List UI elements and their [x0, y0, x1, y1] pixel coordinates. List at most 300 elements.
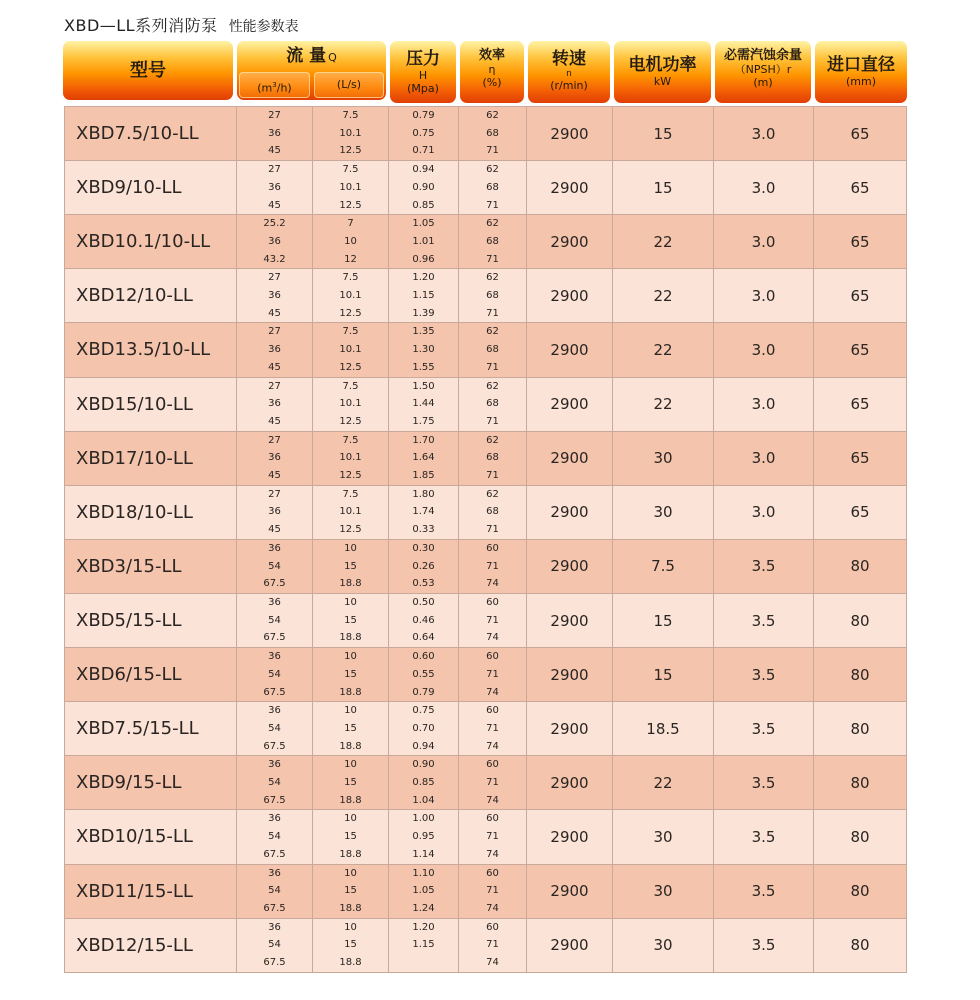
cell-npsh: 3.0 — [714, 215, 814, 269]
cell-flow-ls-value: 15 — [344, 560, 357, 572]
cell-flow-m3h-value: 67.5 — [263, 740, 286, 752]
cell-efficiency-value: 71 — [486, 777, 499, 789]
cell-flow-ls-value: 10 — [344, 596, 357, 608]
cell-speed: 2900 — [527, 539, 613, 593]
cell-pressure-value: 1.20 — [412, 921, 435, 933]
table-row — [65, 756, 907, 810]
cell-flow-ls — [313, 702, 389, 756]
cell-power: 15 — [613, 648, 714, 702]
cell-power: 30 — [613, 485, 714, 539]
cell-power: 22 — [613, 323, 714, 377]
cell-pressure — [389, 431, 459, 485]
cell-flow-m3h — [237, 377, 313, 431]
cell-pressure — [389, 593, 459, 647]
cell-npsh: 3.0 — [714, 323, 814, 377]
cell-flow-m3h-value: 36 — [268, 181, 281, 193]
cell-efficiency — [459, 648, 527, 702]
cell-pressure-value: 1.05 — [412, 218, 435, 230]
header-flow-label — [237, 43, 386, 71]
cell-npsh: 3.5 — [714, 593, 814, 647]
cell-efficiency-value: 74 — [486, 740, 499, 752]
cell-flow-m3h — [237, 485, 313, 539]
cell-flow-ls — [313, 215, 389, 269]
cell-flow-ls-value: 12.5 — [339, 470, 362, 482]
cell-pressure-value: 0.90 — [412, 759, 435, 771]
cell-flow-ls-value: 12.5 — [339, 199, 362, 211]
cell-flow-m3h — [237, 648, 313, 702]
cell-flow-m3h-value: 45 — [268, 415, 281, 427]
table-row — [65, 431, 907, 485]
cell-flow-m3h-value: 45 — [268, 361, 281, 373]
cell-efficiency-value: 60 — [486, 759, 499, 771]
cell-pressure-value: 1.74 — [412, 506, 435, 518]
header-efficiency-unit: (%) — [482, 76, 502, 89]
cell-efficiency-value: 71 — [486, 939, 499, 951]
cell-inlet: 80 — [814, 756, 907, 810]
cell-flow-m3h-value: 45 — [268, 470, 281, 482]
cell-efficiency-value: 71 — [486, 885, 499, 897]
cell-pressure-value: 1.15 — [412, 290, 435, 302]
cell-speed: 2900 — [527, 323, 613, 377]
cell-power: 30 — [613, 864, 714, 918]
cell-flow-m3h-value: 36 — [268, 235, 281, 247]
cell-inlet: 80 — [814, 593, 907, 647]
cell-power: 15 — [613, 593, 714, 647]
cell-pressure-value: 1.64 — [412, 452, 435, 464]
cell-efficiency-value: 60 — [486, 596, 499, 608]
cell-pressure — [389, 756, 459, 810]
header-npsh-unit: (m) — [753, 76, 773, 89]
cell-pressure — [389, 810, 459, 864]
cell-flow-ls-value: 18.8 — [339, 957, 362, 969]
cell-pressure-value: 0.55 — [412, 668, 435, 680]
cell-efficiency-value: 62 — [486, 434, 499, 446]
cell-model: XBD9/15-LL — [65, 756, 237, 810]
cell-npsh: 3.5 — [714, 756, 814, 810]
cell-pressure — [389, 377, 459, 431]
header-speed-symbol: n — [566, 69, 572, 79]
page-title — [64, 14, 299, 38]
cell-flow-ls — [313, 810, 389, 864]
cell-pressure-value: 0.30 — [412, 542, 435, 554]
cell-flow-ls-value: 18.8 — [339, 578, 362, 590]
cell-inlet: 65 — [814, 107, 907, 161]
cell-flow-m3h-value: 36 — [268, 344, 281, 356]
cell-efficiency-value: 74 — [486, 957, 499, 969]
cell-efficiency-value: 62 — [486, 164, 499, 176]
cell-npsh: 3.5 — [714, 539, 814, 593]
cell-inlet: 65 — [814, 323, 907, 377]
cell-flow-ls-value: 15 — [344, 614, 357, 626]
cell-flow-m3h-value: 36 — [268, 867, 281, 879]
table-header — [63, 41, 907, 102]
table-row — [65, 485, 907, 539]
header-efficiency-symbol: η — [488, 63, 496, 76]
cell-pressure-value: 0.85 — [412, 199, 435, 211]
cell-flow-m3h-value: 25.2 — [263, 218, 286, 230]
cell-efficiency-value: 62 — [486, 326, 499, 338]
table-row — [65, 377, 907, 431]
cell-pressure-value: 0.90 — [412, 181, 435, 193]
cell-model: XBD17/10-LL — [65, 431, 237, 485]
cell-flow-m3h-value: 67.5 — [263, 794, 286, 806]
flow-unit-m3h-pre: (m — [257, 81, 273, 95]
cell-model: XBD11/15-LL — [65, 864, 237, 918]
table-body — [65, 107, 907, 973]
cell-pressure-value: 1.01 — [412, 235, 435, 247]
cell-flow-ls — [313, 431, 389, 485]
header-speed — [528, 41, 610, 103]
cell-pressure-value: 1.14 — [412, 848, 435, 860]
cell-flow-ls — [313, 107, 389, 161]
cell-inlet: 80 — [814, 810, 907, 864]
cell-pressure — [389, 918, 459, 972]
cell-flow-ls-value: 12.5 — [339, 307, 362, 319]
cell-flow-m3h-value: 36 — [268, 596, 281, 608]
cell-flow-ls-value: 7.5 — [342, 380, 359, 392]
performance-table — [64, 106, 907, 973]
cell-npsh: 3.5 — [714, 648, 814, 702]
cell-pressure-value: 1.15 — [412, 939, 435, 951]
cell-flow-ls — [313, 485, 389, 539]
cell-model: XBD15/10-LL — [65, 377, 237, 431]
cell-efficiency — [459, 864, 527, 918]
cell-model: XBD9/10-LL — [65, 161, 237, 215]
header-inlet — [815, 41, 907, 103]
cell-flow-ls-value: 7.5 — [342, 434, 359, 446]
cell-flow-ls-value: 18.8 — [339, 794, 362, 806]
cell-pressure-value: 0.60 — [412, 651, 435, 663]
cell-pressure-value: 1.30 — [412, 344, 435, 356]
cell-speed: 2900 — [527, 107, 613, 161]
cell-pressure-value: 0.33 — [412, 524, 435, 536]
cell-npsh: 3.0 — [714, 377, 814, 431]
cell-pressure-value: 0.79 — [412, 686, 435, 698]
cell-pressure-value: 1.70 — [412, 434, 435, 446]
cell-flow-ls — [313, 864, 389, 918]
cell-flow-ls-value: 18.8 — [339, 848, 362, 860]
cell-pressure — [389, 107, 459, 161]
cell-flow-m3h — [237, 107, 313, 161]
cell-efficiency-value: 71 — [486, 668, 499, 680]
cell-flow-m3h-value: 36 — [268, 542, 281, 554]
cell-efficiency — [459, 810, 527, 864]
table-row — [65, 918, 907, 972]
cell-flow-m3h-value: 67.5 — [263, 848, 286, 860]
cell-model: XBD12/10-LL — [65, 269, 237, 323]
cell-flow-m3h — [237, 161, 313, 215]
cell-pressure-value: 1.85 — [412, 470, 435, 482]
cell-flow-m3h-value: 36 — [268, 290, 281, 302]
cell-pressure-value: 0.71 — [412, 145, 435, 157]
cell-npsh: 3.0 — [714, 161, 814, 215]
cell-speed: 2900 — [527, 648, 613, 702]
cell-efficiency-value: 74 — [486, 794, 499, 806]
cell-flow-m3h-value: 36 — [268, 921, 281, 933]
header-npsh — [715, 41, 811, 103]
title-main: XBD—LL系列消防泵 — [64, 16, 218, 35]
cell-efficiency-value: 62 — [486, 218, 499, 230]
cell-efficiency-value: 74 — [486, 902, 499, 914]
cell-npsh: 3.0 — [714, 431, 814, 485]
table-row — [65, 648, 907, 702]
cell-pressure-value: 0.96 — [412, 253, 435, 265]
cell-flow-ls-value: 10.1 — [339, 398, 362, 410]
cell-pressure-value: 0.85 — [412, 777, 435, 789]
cell-pressure — [389, 864, 459, 918]
cell-flow-ls-value: 10 — [344, 705, 357, 717]
cell-flow-m3h-value: 54 — [268, 885, 281, 897]
cell-flow-m3h-value: 36 — [268, 127, 281, 139]
header-efficiency-label: 效率 — [478, 48, 505, 63]
cell-efficiency-value: 60 — [486, 921, 499, 933]
cell-efficiency-value: 71 — [486, 145, 499, 157]
cell-flow-ls — [313, 918, 389, 972]
cell-speed: 2900 — [527, 485, 613, 539]
table-row — [65, 702, 907, 756]
cell-power: 22 — [613, 215, 714, 269]
cell-flow-ls-value: 15 — [344, 668, 357, 680]
cell-efficiency-value: 62 — [486, 488, 499, 500]
cell-flow-m3h-value: 36 — [268, 452, 281, 464]
cell-efficiency-value: 60 — [486, 542, 499, 554]
cell-efficiency — [459, 756, 527, 810]
cell-power: 30 — [613, 810, 714, 864]
cell-power: 30 — [613, 918, 714, 972]
cell-pressure-value: 1.80 — [412, 488, 435, 500]
header-inlet-unit: (mm) — [845, 75, 876, 88]
cell-efficiency-value: 74 — [486, 686, 499, 698]
cell-flow-ls-value: 10 — [344, 867, 357, 879]
cell-pressure-value: 0.50 — [412, 596, 435, 608]
cell-speed: 2900 — [527, 593, 613, 647]
cell-npsh: 3.5 — [714, 864, 814, 918]
cell-flow-ls-value: 12.5 — [339, 415, 362, 427]
cell-flow-ls — [313, 161, 389, 215]
cell-efficiency-value: 71 — [486, 361, 499, 373]
cell-flow-m3h-value: 67.5 — [263, 902, 286, 914]
cell-flow-ls-value: 7.5 — [342, 110, 359, 121]
cell-efficiency-value: 74 — [486, 578, 499, 590]
cell-flow-m3h-value: 54 — [268, 831, 281, 843]
header-power-unit: kW — [653, 75, 672, 88]
cell-efficiency-value: 71 — [486, 831, 499, 843]
header-inlet-label: 进口直径 — [827, 55, 895, 75]
cell-flow-m3h-value: 67.5 — [263, 957, 286, 969]
cell-model: XBD3/15-LL — [65, 539, 237, 593]
cell-flow-ls-value: 7 — [347, 218, 354, 230]
cell-efficiency — [459, 539, 527, 593]
cell-flow-m3h — [237, 431, 313, 485]
cell-flow-ls-value: 10 — [344, 813, 357, 825]
cell-flow-ls-value: 12 — [344, 253, 357, 265]
cell-npsh: 3.0 — [714, 269, 814, 323]
cell-pressure — [389, 702, 459, 756]
cell-pressure-value: 1.44 — [412, 398, 435, 410]
flow-unit-m3h-sup: 3 — [272, 81, 277, 89]
header-flow-unit-ls: (L/s) — [314, 72, 384, 98]
header-pressure — [390, 41, 456, 103]
cell-flow-ls-value: 10.1 — [339, 452, 362, 464]
header-pressure-symbol: H — [418, 69, 428, 82]
cell-npsh: 3.5 — [714, 810, 814, 864]
cell-efficiency-value: 68 — [486, 235, 499, 247]
cell-flow-ls-value: 18.8 — [339, 902, 362, 914]
cell-flow-ls-value: 10 — [344, 651, 357, 663]
cell-speed: 2900 — [527, 377, 613, 431]
cell-model: XBD6/15-LL — [65, 648, 237, 702]
cell-flow-m3h-value: 27 — [268, 434, 281, 446]
cell-pressure-value: 0.94 — [412, 740, 435, 752]
cell-pressure — [389, 648, 459, 702]
header-flow-symbol: Q — [328, 51, 337, 64]
cell-flow-ls — [313, 593, 389, 647]
table-row — [65, 593, 907, 647]
cell-flow-ls-value: 15 — [344, 885, 357, 897]
cell-flow-ls-value: 12.5 — [339, 145, 362, 157]
cell-inlet: 65 — [814, 485, 907, 539]
cell-flow-m3h-value: 27 — [268, 272, 281, 284]
cell-power: 15 — [613, 161, 714, 215]
cell-flow-m3h-value: 45 — [268, 307, 281, 319]
cell-pressure-value: 0.70 — [412, 722, 435, 734]
cell-pressure-value: 0.46 — [412, 614, 435, 626]
cell-inlet: 80 — [814, 702, 907, 756]
cell-pressure-value: 1.35 — [412, 326, 435, 338]
cell-power: 22 — [613, 269, 714, 323]
cell-efficiency-value: 60 — [486, 705, 499, 717]
cell-npsh: 3.0 — [714, 485, 814, 539]
header-flow — [237, 41, 386, 100]
cell-pressure-value: 0.75 — [412, 127, 435, 139]
cell-pressure-value: 0.75 — [412, 705, 435, 717]
cell-flow-m3h-value: 36 — [268, 651, 281, 663]
cell-flow-m3h-value: 45 — [268, 199, 281, 211]
header-flow-unit-m3h — [239, 72, 310, 98]
cell-inlet: 80 — [814, 864, 907, 918]
cell-efficiency-value: 68 — [486, 344, 499, 356]
cell-efficiency-value: 74 — [486, 632, 499, 644]
cell-power: 18.5 — [613, 702, 714, 756]
cell-efficiency-value: 62 — [486, 272, 499, 284]
cell-flow-m3h-value: 67.5 — [263, 632, 286, 644]
cell-speed: 2900 — [527, 161, 613, 215]
cell-efficiency-value: 74 — [486, 848, 499, 860]
cell-speed: 2900 — [527, 756, 613, 810]
title-sub: 性能参数表 — [228, 19, 299, 35]
cell-flow-ls-value: 7.5 — [342, 326, 359, 338]
cell-flow-ls-value: 18.8 — [339, 740, 362, 752]
cell-flow-m3h-value: 36 — [268, 398, 281, 410]
cell-pressure-value: 0.95 — [412, 831, 435, 843]
cell-flow-m3h — [237, 918, 313, 972]
cell-efficiency — [459, 431, 527, 485]
table-row — [65, 107, 907, 161]
cell-efficiency-value: 71 — [486, 722, 499, 734]
cell-efficiency-value: 71 — [486, 199, 499, 211]
cell-inlet: 65 — [814, 215, 907, 269]
cell-flow-m3h-value: 54 — [268, 614, 281, 626]
cell-pressure-value: 1.55 — [412, 361, 435, 373]
header-power-label: 电机功率 — [628, 55, 697, 75]
cell-npsh: 3.0 — [714, 107, 814, 161]
cell-flow-m3h-value: 36 — [268, 759, 281, 771]
cell-flow-m3h-value: 27 — [268, 110, 281, 121]
cell-efficiency — [459, 107, 527, 161]
header-power — [614, 41, 711, 103]
cell-flow-ls-value: 15 — [344, 722, 357, 734]
cell-inlet: 65 — [814, 431, 907, 485]
cell-flow-ls — [313, 323, 389, 377]
cell-pressure-value: 0.79 — [412, 110, 435, 121]
header-speed-unit: (r/min) — [550, 79, 588, 92]
cell-efficiency — [459, 918, 527, 972]
cell-efficiency-value: 68 — [486, 452, 499, 464]
cell-model: XBD10.1/10-LL — [65, 215, 237, 269]
table-row — [65, 323, 907, 377]
header-flow-text: 流 量 — [286, 46, 327, 66]
cell-flow-ls-value: 10 — [344, 759, 357, 771]
table-row — [65, 269, 907, 323]
cell-speed: 2900 — [527, 269, 613, 323]
cell-flow-m3h-value: 27 — [268, 488, 281, 500]
cell-flow-ls-value: 10.1 — [339, 181, 362, 193]
cell-power: 22 — [613, 756, 714, 810]
cell-pressure-value: 1.39 — [412, 307, 435, 319]
cell-efficiency — [459, 485, 527, 539]
cell-power: 15 — [613, 107, 714, 161]
cell-efficiency — [459, 377, 527, 431]
cell-flow-m3h-value: 36 — [268, 705, 281, 717]
header-npsh-label: 必需汽蚀余量 — [723, 48, 802, 63]
cell-pressure — [389, 215, 459, 269]
cell-flow-m3h-value: 54 — [268, 668, 281, 680]
cell-model: XBD7.5/10-LL — [65, 107, 237, 161]
cell-flow-ls-value: 12.5 — [339, 361, 362, 373]
cell-efficiency-value: 71 — [486, 614, 499, 626]
cell-efficiency — [459, 323, 527, 377]
cell-inlet: 80 — [814, 539, 907, 593]
cell-flow-m3h-value: 67.5 — [263, 578, 286, 590]
cell-efficiency-value: 60 — [486, 651, 499, 663]
cell-flow-m3h-value: 54 — [268, 777, 281, 789]
cell-flow-ls-value: 15 — [344, 939, 357, 951]
cell-pressure-value: 1.20 — [412, 272, 435, 284]
cell-efficiency-value: 68 — [486, 181, 499, 193]
cell-model: XBD7.5/15-LL — [65, 702, 237, 756]
cell-efficiency-value: 62 — [486, 380, 499, 392]
cell-inlet: 65 — [814, 377, 907, 431]
cell-pressure-value: 0.53 — [412, 578, 435, 590]
table-row — [65, 539, 907, 593]
cell-speed: 2900 — [527, 702, 613, 756]
cell-efficiency-value: 60 — [486, 867, 499, 879]
cell-flow-m3h — [237, 215, 313, 269]
cell-flow-ls-value: 7.5 — [342, 164, 359, 176]
cell-efficiency — [459, 269, 527, 323]
cell-efficiency-value: 68 — [486, 506, 499, 518]
cell-flow-m3h-value: 54 — [268, 722, 281, 734]
cell-pressure-value — [389, 954, 458, 972]
cell-flow-m3h-value: 67.5 — [263, 686, 286, 698]
table-row — [65, 215, 907, 269]
cell-inlet: 65 — [814, 161, 907, 215]
cell-flow-ls-value: 12.5 — [339, 524, 362, 536]
cell-pressure-value: 1.75 — [412, 415, 435, 427]
cell-flow-m3h — [237, 269, 313, 323]
cell-flow-m3h-value: 36 — [268, 506, 281, 518]
cell-flow-ls — [313, 539, 389, 593]
